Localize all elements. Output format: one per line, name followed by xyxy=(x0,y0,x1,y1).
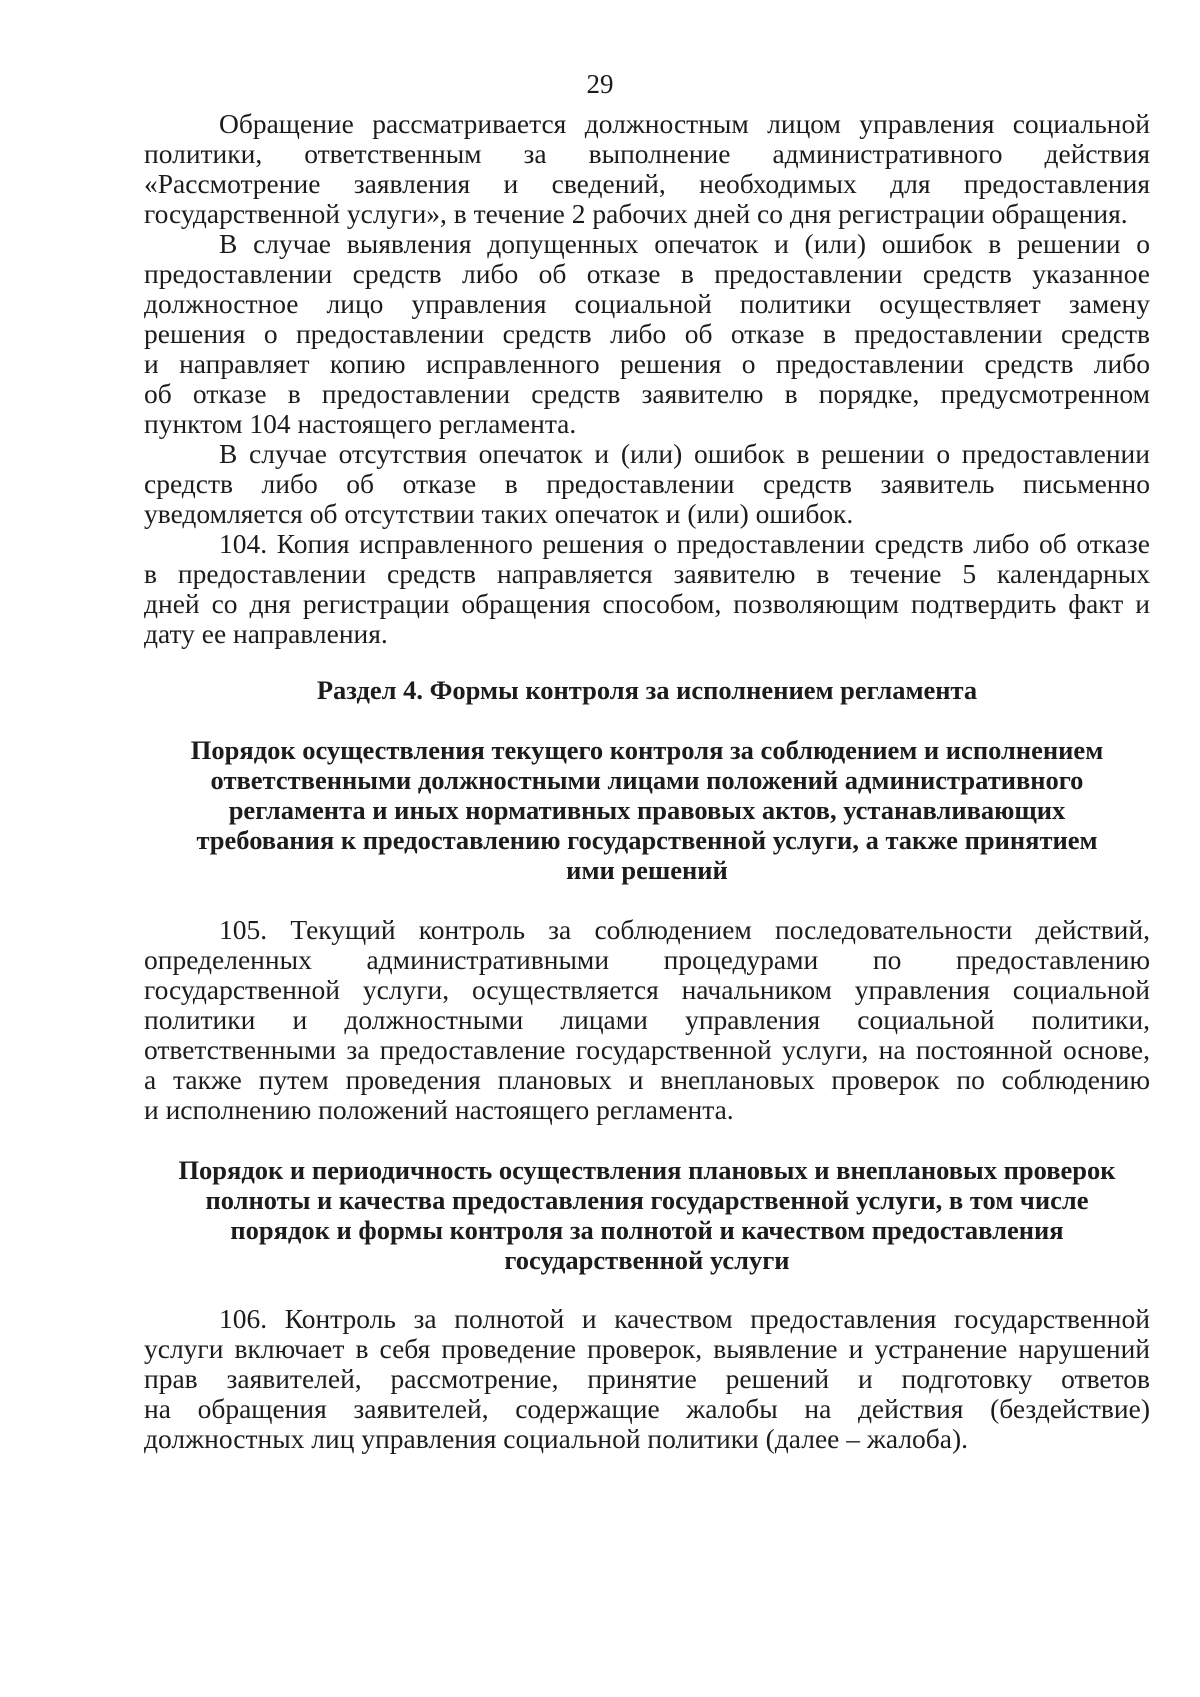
subheading-line: полноты и качества предоставления государственной услуги, в том числе xyxy=(205,1185,1089,1215)
paragraph-line: в предоставлении средств направляется заявителю в течение 5 календарных xyxy=(144,558,1150,589)
paragraph-line: В случае выявления допущенных опечаток и (или) ошибок в решении о xyxy=(219,228,1150,259)
paragraph-line: услуги включает в себя проведение проверок, выявление и устранение нарушений xyxy=(144,1333,1150,1364)
paragraph-line: политики и должностными лицами управления социальной политики, xyxy=(144,1004,1150,1035)
paragraph-line: политики, ответственным за выполнение административного действия xyxy=(144,138,1150,169)
paragraph-line: определенных административными процедурами по предоставлению xyxy=(144,944,1150,975)
paragraph-line: и направляет копию исправленного решения о предоставлении средств либо xyxy=(144,348,1150,379)
subheading-line: Порядок осуществления текущего контроля за соблюдением и исполнением xyxy=(190,735,1104,765)
paragraph-line: дату ее направления. xyxy=(144,618,388,649)
paragraph-line: предоставлении средств либо об отказе в предоставлении средств указанное xyxy=(144,258,1150,289)
paragraph-line: на обращения заявителей, содержащие жалобы на действия (бездействие) xyxy=(144,1393,1150,1424)
subheading-line: государственной услуги xyxy=(504,1245,790,1275)
subheading-line: ими решений xyxy=(566,855,728,885)
paragraph-line: пунктом 104 настоящего регламента. xyxy=(144,408,577,439)
paragraph-line: уведомляется об отсутствии таких опечаток и (или) ошибок. xyxy=(144,498,854,529)
paragraph-line: средств либо об отказе в предоставлении средств заявитель письменно xyxy=(144,468,1150,499)
paragraph-line: 104. Копия исправленного решения о предоставлении средств либо об отказе xyxy=(219,528,1150,559)
subheading-line: требования к предоставлению государственной услуги, а также принятием xyxy=(196,825,1098,855)
subheading-line: регламента и иных нормативных правовых актов, устанавливающих xyxy=(228,795,1066,825)
paragraph-line: Обращение рассматривается должностным лицом управления социальной xyxy=(219,108,1150,139)
paragraph-line: должностных лиц управления социальной политики (далее – жалоба). xyxy=(144,1423,969,1454)
page-number: 29 xyxy=(586,69,614,99)
paragraph-line: В случае отсутствия опечаток и (или) ошибок в решении о предоставлении xyxy=(219,438,1150,469)
subheading-line: ответственными должностными лицами положений административного xyxy=(210,765,1084,795)
paragraph-line: «Рассмотрение заявления и сведений, необходимых для предоставления xyxy=(144,168,1150,199)
paragraph-line: решения о предоставлении средств либо об отказе в предоставлении средств xyxy=(144,318,1150,349)
paragraph-line: государственной услуги», в течение 2 рабочих дней со дня регистрации обращения. xyxy=(144,198,1128,229)
paragraph-line: дней со дня регистрации обращения способом, позволяющим подтвердить факт и xyxy=(144,588,1150,619)
paragraph-line: ответственными за предоставление государственной услуги, на постоянной основе, xyxy=(144,1034,1150,1065)
subheading-line: Порядок и периодичность осуществления плановых и внеплановых проверок xyxy=(178,1155,1116,1185)
paragraph-line: 106. Контроль за полнотой и качеством предоставления государственной xyxy=(219,1303,1150,1334)
paragraph-line: должностное лицо управления социальной политики осуществляет замену xyxy=(144,288,1150,319)
paragraph-line: государственной услуги, осуществляется начальником управления социальной xyxy=(144,974,1150,1005)
section-title: Раздел 4. Формы контроля за исполнением регламента xyxy=(316,675,978,705)
paragraph-line: а также путем проведения плановых и внеплановых проверок по соблюдению xyxy=(144,1064,1150,1095)
subheading-line: порядок и формы контроля за полнотой и качеством предоставления xyxy=(230,1215,1064,1245)
paragraph-line: и исполнению положений настоящего регламента. xyxy=(144,1094,734,1125)
paragraph-line: прав заявителей, рассмотрение, принятие решений и подготовку ответов xyxy=(144,1363,1150,1394)
paragraph-line: об отказе в предоставлении средств заявителю в порядке, предусмотренном xyxy=(144,378,1150,409)
paragraph-line: 105. Текущий контроль за соблюдением последовательности действий, xyxy=(219,914,1150,945)
